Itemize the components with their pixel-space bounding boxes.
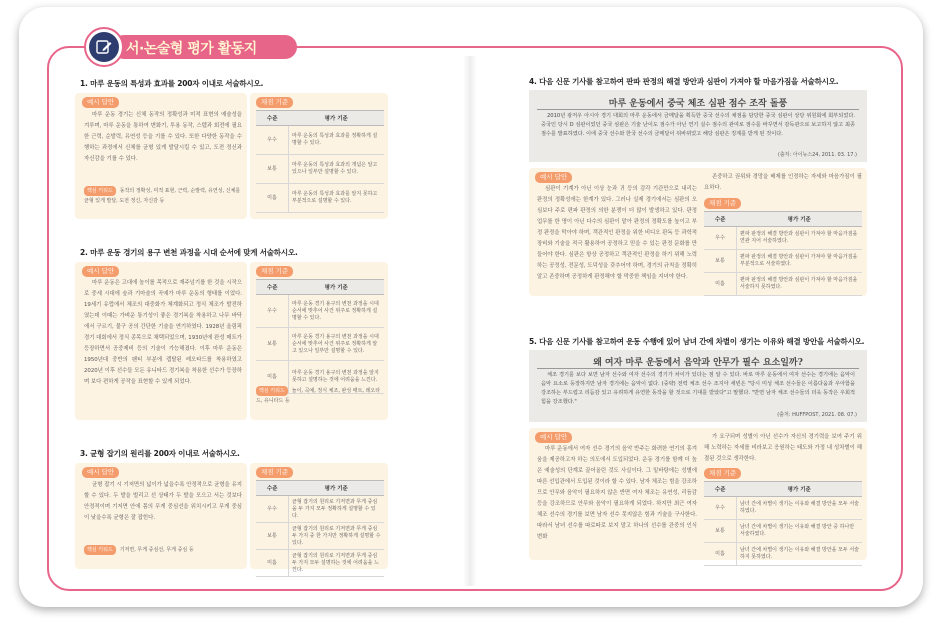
rubric-tag-1: 채점 기준 xyxy=(256,97,293,108)
keywords-3: 핵심 키워드 기저면, 무게 중심선, 무게 중심 등 xyxy=(84,545,242,555)
question-3: 3. 균형 잡기의 원리를 200자 이내로 서술하시오. xyxy=(80,449,240,458)
rubric-tag-3: 채점 기준 xyxy=(256,467,293,478)
question-1: 1. 마루 운동의 특성과 효과를 200자 이내로 서술하시오. xyxy=(80,79,264,88)
news-body-5: 체조 경기를 보다 보면 남자 선수와 여자 선수의 경기가 차이가 있다는 점 알 수 있다. 바로 마루 운동에서 여자 선수는 경기에는 음악이 음악 요소로 등장하지만 남자 경기에는 음악이 없다. (중략) 전력 체조 선수 조지아 세빈은 "당시 미성 체조 선수들은 이름다움과 우아함을 강조하는 부드럽고 리듬감 있고 유려하게 유연한 동작을 할 것으로 기대를 받았다"고 말했다. "반면 남자 체조 선수들의 더욱 동작은 우회적 힘을 강조했다." xyxy=(541,372,855,405)
keywords-1 xyxy=(84,186,242,206)
news-source-4: (출처: 아이뉴스24, 2011. 03. 17.) xyxy=(777,152,857,158)
news-title-5: 왜 여자 마루 운동에서 음악과 안무가 필수 요소일까? xyxy=(593,358,803,368)
answer-text-4: 심판이 기계가 아닌 이상 눈과 귀 등의 감각 기관만으로 내리는 판정의 정확성에는 한계가 있다. 그러나 실제 경기에서는 심판의 오심보다 주로 편파 판정의 의한 분쟁이 더 많이 발생하고 있다. 판정 업무를 한 명이 아닌 다수의 심판이 맡아 판정의 정확도를 높이고 부정 판정을 막아야 하며, 객관적인 판정을 위한 비디오 판독 등 과학적 장비와 기술을 적극 활용하여 공정하고 믿을 수 있는 판정 문화를 만들어야 한다. 심판은 항상 공정하고 객관적인 판정을 하기 위해 노력하는 공정성, 전문성, 도덕성을 갖추어야 하며, 경기의 규칙을 정확히 알고 존중하며 공정하게 판정해야 할 막중한 책임을 지녀야 한다. xyxy=(537,186,697,280)
news-source-5: (출처: HUFFPOST, 2021. 08. 07.) xyxy=(777,412,857,418)
answer-text-4b: 존중하고 권위와 경망을 배제를 인정하는 자세와 마음가짐이 필요하다. xyxy=(704,174,862,191)
news-divider xyxy=(537,368,859,369)
pencil-note-icon xyxy=(84,27,124,67)
table-row: 미흡 마루 운동의 특성과 효과를 알지 못하고 부분적으로 설명할 수 있다. xyxy=(256,184,384,213)
news-title-4: 마루 운동에서 중국 체조 심판 점수 조작 돌풍 xyxy=(608,99,788,109)
answer-tag-5: 예시 답안 xyxy=(535,432,572,443)
answer-tag-3: 예시 답안 xyxy=(82,467,119,478)
answer-text-5b: 가 요구되며 성별이 아닌 선수가 자신의 경기력을 보여 주기 위해 노력하는 자세를 비라보고 응원하는 태도와 가정 내 성차별이 해결된 것으로 생각한다. xyxy=(704,434,862,462)
table-row: 우수 남녀 간에 차별이 생기는 이유와 해결 방안을 모두 서술하였다. xyxy=(704,497,862,520)
rubric-tag-2: 채점 기준 xyxy=(256,266,293,277)
answer-text-3: 균형 잡기 시 기저면의 넓이가 넓을수록 안정적으로 균형을 유지할 수 있다. 두 발을 벌리고 선 상태가 두 발을 모으고 서는 것보다 안정적이며 기저면 안에 몸의 무게 중심선을 위치시키고 무게 중심이 낮을수록 균형은 잘 잡힌다. xyxy=(84,482,242,521)
keywords-text-3: 기저면, 무게 중심선, 무게 중심 등 xyxy=(119,547,194,553)
answer-tag-2: 예시 답안 xyxy=(82,266,119,277)
news-box-4 xyxy=(529,90,867,162)
table-row: 우수 마루 운동의 특성과 효과를 정확하게 설명할 수 있다. xyxy=(256,126,384,155)
table-row: 보통 균형 잡기의 원리로 기저면과 무게 중심 두 가지 중 한 가지만 정확하게 설명할 수 있다. xyxy=(256,523,384,550)
book-gutter xyxy=(463,56,477,586)
table-row: 미흡 남녀 간에 차별이 생기는 이유와 해결 방안을 모두 서술하지 못하였다. xyxy=(704,543,862,566)
news-body-4: 2010년 광저우 아시아 경기 대회의 마루 운동에서 금메달을 획득한 중국 선수의 채점을 담당한 중국 심판이 상당 위원회에 회부되었다. 중국인 당시 D 심판이었던 중국 심판은 기술 난이도 점수가 아닌 연기 실수 점수의 관여로 점수를 바꾸면서 감독관으로 보고하지 않고 최종 점수를 발표하였다. 이에 중국 선수와 한국 선수의 금메달이 뒤바뀌었고 해당 심판은 징계를 받게 된 것이다. xyxy=(541,113,855,137)
keywords-text-1: 동작의 정확성, 미적 표현, 근력, 순발력, 유연성, 신체를 균형 있게 발달, 도전 정신, 자신감 등 xyxy=(84,188,241,204)
table-row: 미흡 편파 판정의 해결 방안과 심판이 가져야 할 마음가짐을 서술하지 못하였다. xyxy=(704,273,862,296)
answer-text-1: 마루 운동 경기는 신체 동작의 정확성과 미적 표현의 예술성을 겨루며, 마루 운동을 통하여 변화기, 투용 동작, 스텝과 회전에 필요한 근력, 순발력, 유연성 등을 기를 수 있다. 또한 다양한 동작을 수행하는 과정에서 신체를 균형 있게 발달시킬 수 있고, 도전 정신과 자신감을 기를 수 있다. xyxy=(84,112,242,162)
answer-tag-4: 예시 답안 xyxy=(535,172,572,183)
keywords-2: 핵심 키워드 놀이, 곡예, 정식 체조, 완성 매트, 레오타드, 유니타드 등 xyxy=(256,388,381,404)
keywords-text-2: 놀이, 곡예, 정식 체조, 완성 매트, 레오타드, 유니타드 등 xyxy=(256,388,381,404)
news-box-5 xyxy=(529,350,867,422)
table-row: 보통 편파 판정의 해결 방안과 심판이 가져야 할 마음가짐을 부분적으로 서술하였다. xyxy=(704,250,862,273)
answer-tag-1: 예시 답안 xyxy=(82,97,119,108)
rubric-table-5: 수준 평가 기준 우수 남녀 간에 차별이 생기는 이유와 해결 방안을 모두 서술하였다. 보통 남녀 간에 차별이 생기는 이유와 해결 방안 중 하나만 서술하였다. 미흡 남녀 간에 차별이 생기는 이유와 해결 방안을 모두 서술하지 못하였다. xyxy=(704,481,862,566)
table-row: 우수 편파 판정의 해결 방안과 심판이 가져야 할 마음가짐을 연관 지어 서술하였다. xyxy=(704,227,862,250)
table-row: 보통 남녀 간에 차별이 생기는 이유와 해결 방안 중 하나만 서술하였다. xyxy=(704,520,862,543)
news-divider xyxy=(537,109,859,110)
question-5: 5. 다음 신문 기사를 참고하여 운동 수행에 있어 남녀 간에 차별이 생기는 이유와 해결 방안을 서술하시오. xyxy=(529,337,865,346)
keywords-label: 핵심 키워드 xyxy=(84,186,116,196)
question-4: 4. 다음 신문 기사를 참고하여 판파 판정의 해결 방안과 심판이 가져야 할 마음가짐을 서술하시오. xyxy=(529,77,839,86)
table-row: 우수 마루 운동 경기 용구의 변천 과정을 시대 순서에 맞추어 사건 위주로 정확하게 설명할 수 있다. xyxy=(256,295,384,328)
table-row: 미흡 균형 잡기의 원리로 기저면과 무게 중심 두 가지 모두 설명하는 것에 어려움을 느낀다. xyxy=(256,550,384,577)
criteria-header: 평가 기준 xyxy=(289,111,385,126)
table-row: 미흡 마루 운동 경기 용구의 변천 과정을 알지 못하고 설명하는 것에 어려움을 느낀다. xyxy=(256,361,384,394)
rubric-table-1 xyxy=(256,110,384,213)
rubric-table-3: 수준 평가 기준 우수 균형 잡기의 원리로 기저면과 무게 중심을 두 가지 모두 정확하게 설명할 수 있다. 보통 균형 잡기의 원리로 기저면과 무게 중심 두 가지 중 한 가지만 정확하게 설명할 수 있다. 미흡 균형 잡기의 원리로 기저면과 무게 중심 두 가지 모두 설명하는 것에 어려움을 느낀다. xyxy=(256,480,384,577)
table-row: 보통 마루 운동 경기 용구의 변천 과정을 시대 순서에 맞추어 사건 위주로 정확하게 알고 있으나 일부만 설명할 수 있다. xyxy=(256,328,384,361)
rubric-tag-4: 채점 기준 xyxy=(704,198,741,209)
table-row: 우수 균형 잡기의 원리로 기저면과 무게 중심을 두 가지 모두 정확하게 설명할 수 있다. xyxy=(256,496,384,523)
table-row: 보통 마루 운동의 특성과 효과의 개념은 알고 있으나 일부만 설명할 수 있다. xyxy=(256,155,384,184)
rubric-table-2: 수준 평가 기준 우수 마루 운동 경기 용구의 변천 과정을 시대 순서에 맞추어 사건 위주로 정확하게 설명할 수 있다. 보통 마루 운동 경기 용구의 변천 과정을 시대 순서에 맞추어 사건 위주로 정확하게 알고 있으나 일부만 설명할 수 있다. 미흡 마루 운동 경기 용구의 변천 과정을 알지 못하고 설명하는 것에 어려움을 느낀다. xyxy=(256,279,384,394)
worksheet-title: 서·논술형 평가 활동지 xyxy=(126,41,257,57)
answer-text-2: 마루 운동은 고대에 놀이를 목적으로 재주넘기를 한 것을 시작으로 중세 시대에 숲과 기마술의 곡예가 마루 운동의 형태를 이었다. 19세기 유럽에서 체조의 대중화가 체계화되고 정식 체조가 발전하였는데 이때는 가벼운 통기성이 좋은 경기복을 착용하고 나무 바닥에서 구르기, 물구 공의 간단한 기술을 연기하였다. 1928년 올림픽 경기 대회에서 정식 종목으로 채택되었으며, 1930년에 완성 매트가 등장하면서 공중제비 등의 기술이 가능해졌다. 이후 마루 운동은 1950년대 중반의 팬티 부분에 캡탈된 레오타드를 착용하였고 2020년 이후 선수들 모든 유니타드 경기복을 착용한 선수가 등장하며 보다 편하게 공작을 표현할 수 있게 되었다. xyxy=(84,280,242,385)
answer-text-5: 마루 운동에서 여자 선수 경기의 음악 반주는 화려한 연기의 흥겨움을 제공하고자 하는 의도에서 도입되었다. 운동 경기를 함께 더 높은 예술성의 단계로 끌어올린 것도 사실이다. 그 밑바탕에는 성별에 따른 선입관에서 도입된 것이라 할 수 있다. 남자 체조는 힘을 강조하므로 안무와 음악이 필요하지 않은 반면 여자 체조는 유연성, 리듬감 등을 강조하므로 안무와 음악이 필요하게 되었다. 하지만 최근 여자 체조 선수의 경기를 보면 남자 선수 못지않은 힘과 기술을 구사한다. 따라서 남녀 선수를 따로따로 보지 말고 하나의 선수를 관중의 인식 변화 xyxy=(537,446,697,540)
rubric-table-4: 수준 평가 기준 우수 편파 판정의 해결 방안과 심판이 가져야 할 마음가짐을 연관 지어 서술하였다. 보통 편파 판정의 해결 방안과 심판이 가져야 할 마음가짐을 부분적으로 서술하였다. 미흡 편파 판정의 해결 방안과 심판이 가져야 할 마음가짐을 서술하지 못하였다. xyxy=(704,211,862,296)
question-2: 2. 마루 운동 경기의 용구 변천 과정을 시대 순서에 맞게 서술하시오. xyxy=(80,248,298,257)
rubric-tag-5: 채점 기준 xyxy=(704,468,741,479)
level-header: 수준 xyxy=(256,111,289,126)
